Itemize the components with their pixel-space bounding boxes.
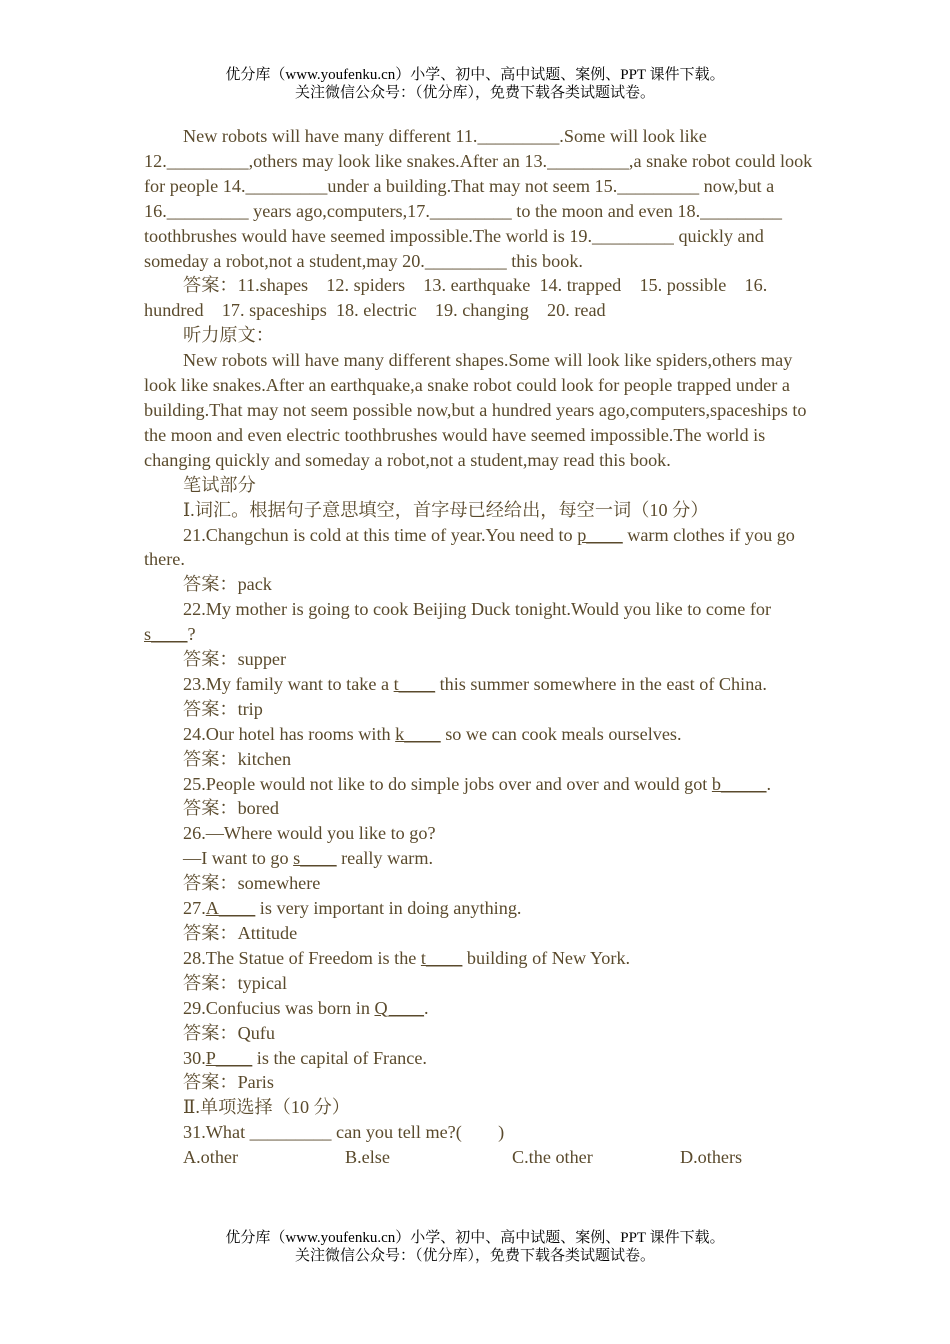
q28-text-end: building of New York. (462, 947, 631, 968)
answer-30: 答案：Paris (183, 1072, 274, 1093)
option-c: C.the other (512, 1147, 593, 1168)
page-footer (0, 1229, 950, 1265)
footer-line-2: 关注微信公众号：（优分库），免费下载各类试题试卷。 (294, 1248, 655, 1264)
option-d: D.others (680, 1147, 743, 1168)
answer-22: 答案：supper (183, 649, 287, 670)
written-heading: 笔试部分 (183, 474, 256, 495)
answer-24: 答案：kitchen (183, 748, 292, 769)
q28-blank: t____ (420, 947, 463, 968)
q23-blank: t____ (393, 673, 436, 694)
question-24 (144, 722, 814, 747)
answer-29: 答案：Qufu (183, 1022, 275, 1043)
header-line-1: 优分库（www.youfenku.cn）小学、初中、高中试题、案例、PPT 课件下载。 (225, 67, 725, 83)
q27-text-end: is very important in doing anything. (255, 898, 522, 919)
q21-text: 21.Changchun is cold at this time of year.You need to (183, 524, 578, 545)
footer-line-1: 优分库（www.youfenku.cn）小学、初中、高中试题、案例、PPT 课件下载。 (225, 1230, 725, 1246)
question-27 (144, 896, 814, 921)
question-21 (144, 523, 814, 573)
question-26-line-2 (144, 846, 814, 871)
q21-blank: p____ (577, 524, 623, 545)
q23-text: 23.My family want to take a (183, 673, 394, 694)
q30-text-end: is the capital of France. (252, 1047, 427, 1068)
answer-25: 答案：bored (183, 798, 279, 819)
answer-21: 答案：pack (183, 574, 272, 595)
question-25 (144, 772, 814, 797)
answer-26: 答案：somewhere (183, 873, 321, 894)
q29-text: 29.Confucius was born in (183, 997, 375, 1018)
q27-blank: A____ (205, 898, 256, 919)
transcript-text: New robots will have many different shapes.Some will look like spiders,others may look like snakes.After an earthquake,a snake robot could look for people trapped under a building.That may not seem possible now,but a hundred years ago,computers,spaceships to the moon and even electric toothbrushes would have seemed impossible.The world is changing quickly and someday a robot,not a student,may read this book. (144, 350, 807, 470)
section2-heading: Ⅱ.单项选择（10 分） (183, 1097, 350, 1118)
page-header (0, 66, 950, 102)
cloze-passage: New robots will have many different 11._________.Some will look like 12._________,others may look like snakes.After an 13._________,a snake robot could look for people 14._________under a building.That may not seem 15._________ now,but a 16._________ years ago,computers,17._________ to the moon and even 18._________ toothbrushes would have seemed impossible.The world is 19._________ quickly and someday a robot,not a student,may 20._________ this book. (144, 126, 813, 271)
question-26-line-1: 26.—Where would you like to go? (183, 823, 436, 844)
question-28 (144, 946, 814, 971)
section1-heading: Ⅰ.词汇。根据句子意思填空，首字母已经给出，每空一词（10 分） (183, 499, 709, 520)
option-a: A.other (183, 1147, 239, 1168)
header-line-2: 关注微信公众号：（优分库），免费下载各类试题试卷。 (294, 85, 655, 101)
cloze-answer: 答案：11.shapes 12. spiders 13. earthquake 14. trapped 15. possible 16. hundred 17. spaceships 18. electric 19. changing 20. read (144, 275, 772, 321)
question-23 (144, 672, 814, 697)
q21-text-end: warm clothes if you go there. (144, 524, 795, 570)
q28-text: 28.The Statue of Freedom is the (183, 947, 421, 968)
document-body (144, 124, 814, 1170)
q24-text: 24.Our hotel has rooms with (183, 723, 396, 744)
q29-blank: Q____ (374, 997, 424, 1018)
answer-23: 答案：trip (183, 698, 263, 719)
q27-text: 27. (183, 898, 206, 919)
question-31: 31.What _________ can you tell me?( ) (183, 1122, 505, 1143)
answer-27: 答案：Attitude (183, 923, 298, 943)
question-30 (144, 1046, 814, 1071)
q24-blank: k____ (395, 723, 441, 744)
option-b: B.else (345, 1147, 390, 1168)
q25-text: 25.People would not like to do simple jobs over and over and would got (183, 773, 712, 794)
q30-text: 30. (183, 1047, 206, 1068)
q26-blank: s____ (293, 848, 337, 869)
q30-blank: P____ (205, 1047, 253, 1068)
q25-blank: b_____ (711, 773, 767, 794)
q29-text-end: . (423, 997, 429, 1018)
q26-text: —I want to go (183, 848, 294, 869)
question-31-options (144, 1145, 814, 1170)
question-29 (144, 996, 814, 1021)
q23-text-end: this summer somewhere in the east of China. (435, 673, 767, 694)
q26-text-end: really warm. (336, 848, 434, 869)
q24-text-end: so we can cook meals ourselves. (440, 723, 682, 744)
q22-text: 22.My mother is going to cook Beijing Duck tonight.Would you like to come for (183, 599, 772, 620)
question-22 (144, 597, 814, 647)
q22-blank: s____ (144, 624, 188, 645)
transcript-heading: 听力原文： (183, 325, 274, 346)
answer-28: 答案：typical (183, 972, 288, 993)
q22-text-end: ? (187, 624, 196, 645)
q25-text-end: . (766, 773, 771, 794)
